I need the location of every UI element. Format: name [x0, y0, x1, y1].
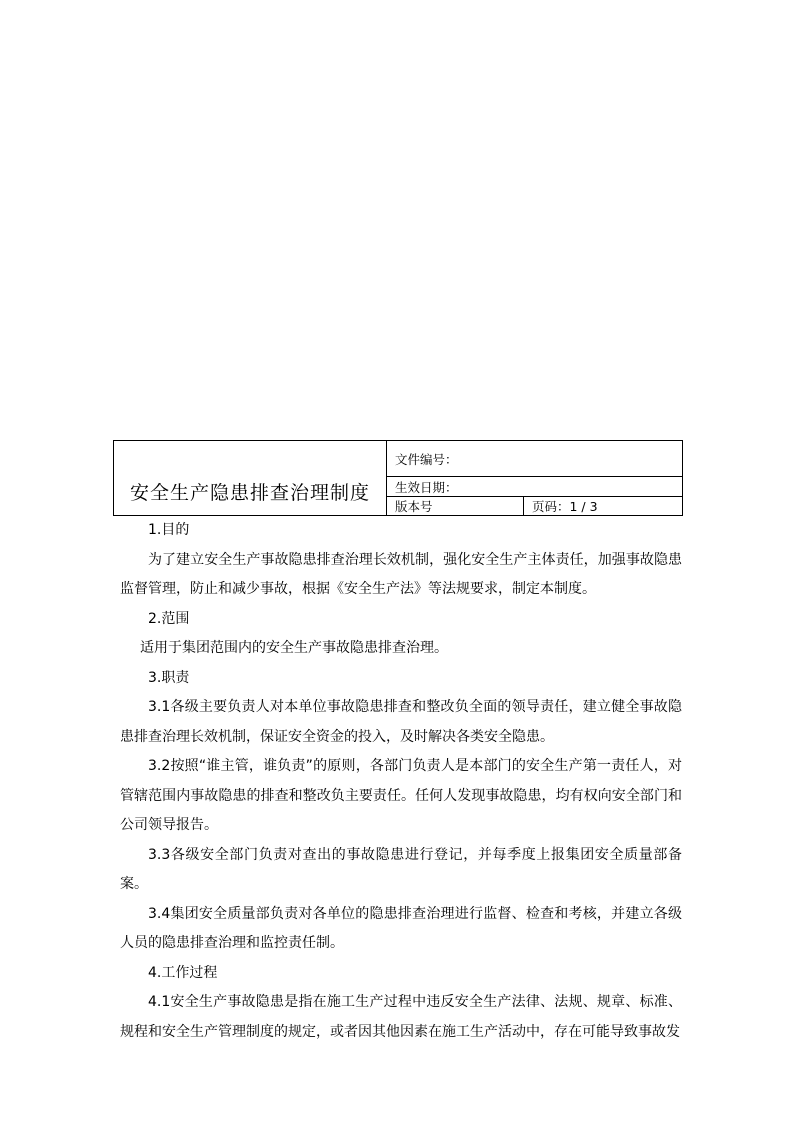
paragraph-scope: 适用于集团范围内的安全生产事故隐患排查治理。	[140, 640, 448, 656]
section-heading-responsibilities: 3.职责	[148, 669, 190, 686]
section-heading-scope: 2.范围	[148, 610, 190, 627]
paragraph-purpose: 为了建立安全生产事故隐患排查治理长效机制，强化安全生产主体责任，加强事故隐患监督管理，防止和减少事故，根据《安全生产法》等法规要求，制定本制度。	[120, 551, 682, 597]
file-number-field: 文件编号：	[387, 441, 683, 477]
paragraph-process-4-1: 4.1安全生产事故隐患是指在施工生产过程中违反安全生产法律、法规、规章、标准、规程和安全生产管理制度的规定，或者因其他因素在施工生产活动中，存在可能导致事故发	[120, 994, 682, 1040]
paragraph-responsibility-3-2: 3.2按照“谁主管，谁负责”的原则，各部门负责人是本部门的安全生产第一责任人，对管辖范围内事故隐患的排查和整改负主要责任。任何人发现事故隐患，均有权向安全部门和公司领导报告。	[120, 758, 682, 833]
document-header-table	[113, 440, 683, 516]
document-title: 安全生产隐患排查治理制度	[114, 441, 387, 516]
document-body	[120, 516, 682, 1047]
page-number-field: 页码：1 / 3	[524, 496, 683, 515]
section-heading-purpose: 1.目的	[148, 522, 190, 538]
paragraph-responsibility-3-1: 3.1各级主要负责人对本单位事故隐患排查和整改负全面的领导责任，建立健全事故隐患排查治理长效机制，保证安全资金的投入，及时解决各类安全隐患。	[120, 699, 682, 745]
version-field: 版本号	[387, 496, 524, 515]
effective-date-field: 生效日期：	[387, 477, 683, 496]
section-heading-process: 4.工作过程	[148, 964, 218, 981]
paragraph-responsibility-3-3: 3.3各级安全部门负责对查出的事故隐患进行登记，并每季度上报集团安全质量部备案。	[120, 846, 682, 892]
paragraph-responsibility-3-4: 3.4集团安全质量部负责对各单位的隐患排查治理进行监督、检查和考核，并建立各级人员的隐患排查治理和监控责任制。	[120, 905, 682, 951]
